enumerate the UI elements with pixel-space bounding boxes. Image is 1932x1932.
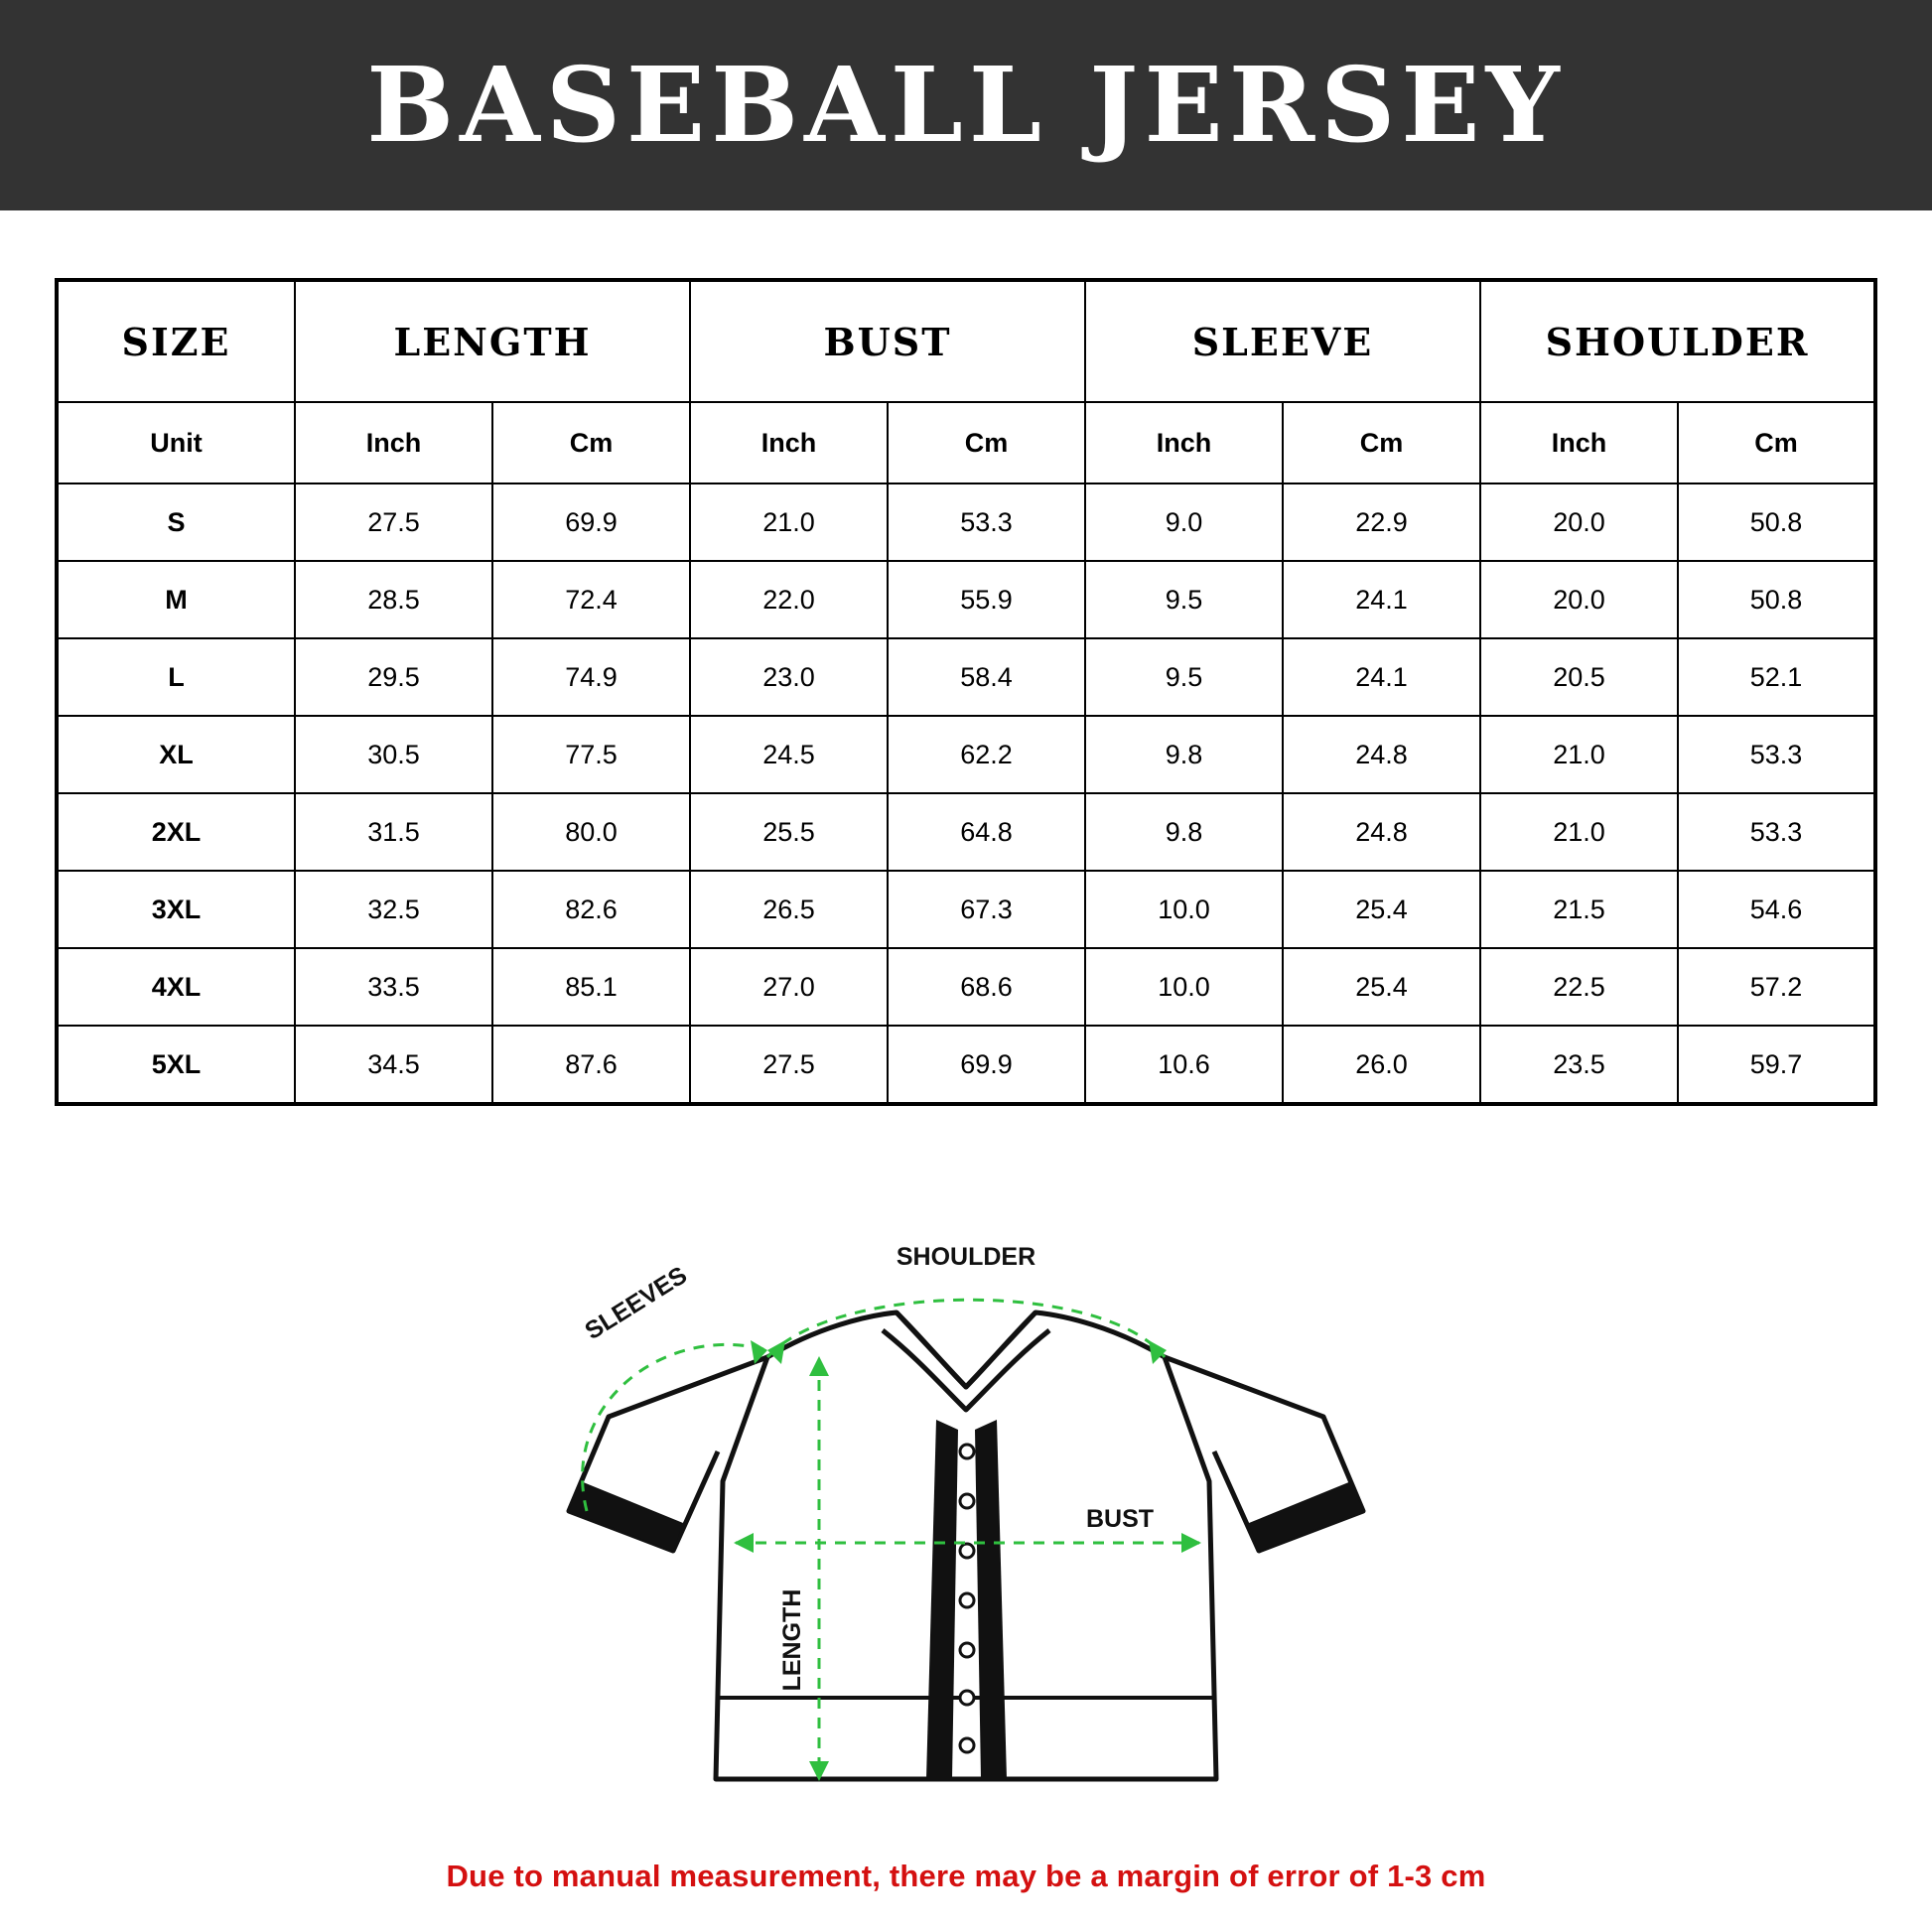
cell-length-inch: 27.5 xyxy=(295,483,492,561)
unit-length-inch: Inch xyxy=(295,402,492,483)
unit-length-cm: Cm xyxy=(492,402,690,483)
cell-sleeve-inch: 9.0 xyxy=(1085,483,1283,561)
table-row xyxy=(57,483,1875,561)
cell-shoulder-cm: 59.7 xyxy=(1678,1026,1875,1104)
cell-length-inch: 34.5 xyxy=(295,1026,492,1104)
cell-length-inch: 29.5 xyxy=(295,638,492,716)
label-shoulder: SHOULDER xyxy=(896,1243,1036,1271)
size-chart-container xyxy=(0,210,1932,1106)
cell-bust-inch: 27.0 xyxy=(690,948,888,1026)
group-header-size: SIZE xyxy=(57,280,295,402)
cell-bust-cm: 53.3 xyxy=(888,483,1085,561)
unit-shoulder-inch: Inch xyxy=(1480,402,1678,483)
group-header-bust: BUST xyxy=(690,280,1085,402)
cell-size: L xyxy=(57,638,295,716)
cell-sleeve-cm: 25.4 xyxy=(1283,948,1480,1026)
group-header-sleeve: SLEEVE xyxy=(1085,280,1480,402)
cell-bust-cm: 58.4 xyxy=(888,638,1085,716)
cell-length-inch: 32.5 xyxy=(295,871,492,948)
cell-sleeve-cm: 22.9 xyxy=(1283,483,1480,561)
table-unit-row xyxy=(57,402,1875,483)
page-title: BASEBALL JERSEY xyxy=(366,44,1566,166)
cell-shoulder-cm: 50.8 xyxy=(1678,483,1875,561)
cell-length-inch: 30.5 xyxy=(295,716,492,793)
table-row xyxy=(57,638,1875,716)
cell-length-inch: 33.5 xyxy=(295,948,492,1026)
cell-length-cm: 80.0 xyxy=(492,793,690,871)
cell-size: S xyxy=(57,483,295,561)
cell-sleeve-cm: 24.8 xyxy=(1283,716,1480,793)
table-row xyxy=(57,716,1875,793)
cell-size: XL xyxy=(57,716,295,793)
jersey-diagram-svg xyxy=(470,1154,1462,1839)
label-sleeves: SLEEVES xyxy=(580,1261,692,1346)
cell-sleeve-inch: 9.5 xyxy=(1085,638,1283,716)
cell-shoulder-inch: 23.5 xyxy=(1480,1026,1678,1104)
cell-bust-cm: 64.8 xyxy=(888,793,1085,871)
cell-shoulder-inch: 22.5 xyxy=(1480,948,1678,1026)
table-row xyxy=(57,871,1875,948)
table-row xyxy=(57,948,1875,1026)
cell-sleeve-inch: 9.8 xyxy=(1085,716,1283,793)
cell-sleeve-cm: 24.8 xyxy=(1283,793,1480,871)
unit-shoulder-cm: Cm xyxy=(1678,402,1875,483)
cell-sleeve-inch: 10.6 xyxy=(1085,1026,1283,1104)
cell-size: 5XL xyxy=(57,1026,295,1104)
label-bust: BUST xyxy=(1085,1505,1155,1533)
cell-bust-cm: 62.2 xyxy=(888,716,1085,793)
measurement-diagram xyxy=(0,1154,1932,1849)
cell-size: M xyxy=(57,561,295,638)
cell-bust-inch: 27.5 xyxy=(690,1026,888,1104)
cell-shoulder-cm: 57.2 xyxy=(1678,948,1875,1026)
label-length: LENGTH xyxy=(778,1588,806,1692)
cell-shoulder-inch: 20.0 xyxy=(1480,483,1678,561)
cell-shoulder-cm: 54.6 xyxy=(1678,871,1875,948)
unit-sleeve-inch: Inch xyxy=(1085,402,1283,483)
cell-shoulder-inch: 20.0 xyxy=(1480,561,1678,638)
cell-bust-inch: 23.0 xyxy=(690,638,888,716)
cell-bust-cm: 67.3 xyxy=(888,871,1085,948)
cell-shoulder-cm: 53.3 xyxy=(1678,793,1875,871)
cell-shoulder-cm: 52.1 xyxy=(1678,638,1875,716)
cell-size: 3XL xyxy=(57,871,295,948)
cell-length-cm: 87.6 xyxy=(492,1026,690,1104)
cell-bust-cm: 68.6 xyxy=(888,948,1085,1026)
cell-sleeve-cm: 26.0 xyxy=(1283,1026,1480,1104)
cell-bust-inch: 22.0 xyxy=(690,561,888,638)
cell-size: 4XL xyxy=(57,948,295,1026)
cell-length-cm: 82.6 xyxy=(492,871,690,948)
table-group-header-row xyxy=(57,280,1875,402)
cell-length-inch: 31.5 xyxy=(295,793,492,871)
table-row xyxy=(57,1026,1875,1104)
cell-shoulder-inch: 21.0 xyxy=(1480,716,1678,793)
cell-length-cm: 74.9 xyxy=(492,638,690,716)
cell-size: 2XL xyxy=(57,793,295,871)
jersey-illustration-holder xyxy=(0,1154,1932,1839)
table-row xyxy=(57,793,1875,871)
cell-shoulder-cm: 50.8 xyxy=(1678,561,1875,638)
cell-bust-cm: 69.9 xyxy=(888,1026,1085,1104)
cell-length-inch: 28.5 xyxy=(295,561,492,638)
cell-length-cm: 77.5 xyxy=(492,716,690,793)
cell-sleeve-cm: 24.1 xyxy=(1283,561,1480,638)
cell-bust-cm: 55.9 xyxy=(888,561,1085,638)
unit-bust-inch: Inch xyxy=(690,402,888,483)
cell-sleeve-cm: 25.4 xyxy=(1283,871,1480,948)
group-header-length: LENGTH xyxy=(295,280,690,402)
cell-bust-inch: 21.0 xyxy=(690,483,888,561)
unit-sleeve-cm: Cm xyxy=(1283,402,1480,483)
cell-shoulder-cm: 53.3 xyxy=(1678,716,1875,793)
cell-shoulder-inch: 20.5 xyxy=(1480,638,1678,716)
cell-bust-inch: 26.5 xyxy=(690,871,888,948)
cell-bust-inch: 25.5 xyxy=(690,793,888,871)
page-header xyxy=(0,0,1932,210)
cell-sleeve-inch: 10.0 xyxy=(1085,948,1283,1026)
group-header-shoulder: SHOULDER xyxy=(1480,280,1875,402)
cell-shoulder-inch: 21.0 xyxy=(1480,793,1678,871)
measurement-note: Due to manual measurement, there may be a margin of error of 1-3 cm xyxy=(446,1859,1486,1893)
cell-length-cm: 69.9 xyxy=(492,483,690,561)
table-row xyxy=(57,561,1875,638)
cell-sleeve-cm: 24.1 xyxy=(1283,638,1480,716)
cell-length-cm: 72.4 xyxy=(492,561,690,638)
cell-shoulder-inch: 21.5 xyxy=(1480,871,1678,948)
cell-sleeve-inch: 9.5 xyxy=(1085,561,1283,638)
unit-bust-cm: Cm xyxy=(888,402,1085,483)
cell-sleeve-inch: 9.8 xyxy=(1085,793,1283,871)
cell-bust-inch: 24.5 xyxy=(690,716,888,793)
unit-label: Unit xyxy=(57,402,295,483)
cell-sleeve-inch: 10.0 xyxy=(1085,871,1283,948)
cell-length-cm: 85.1 xyxy=(492,948,690,1026)
size-chart-table xyxy=(55,278,1877,1106)
